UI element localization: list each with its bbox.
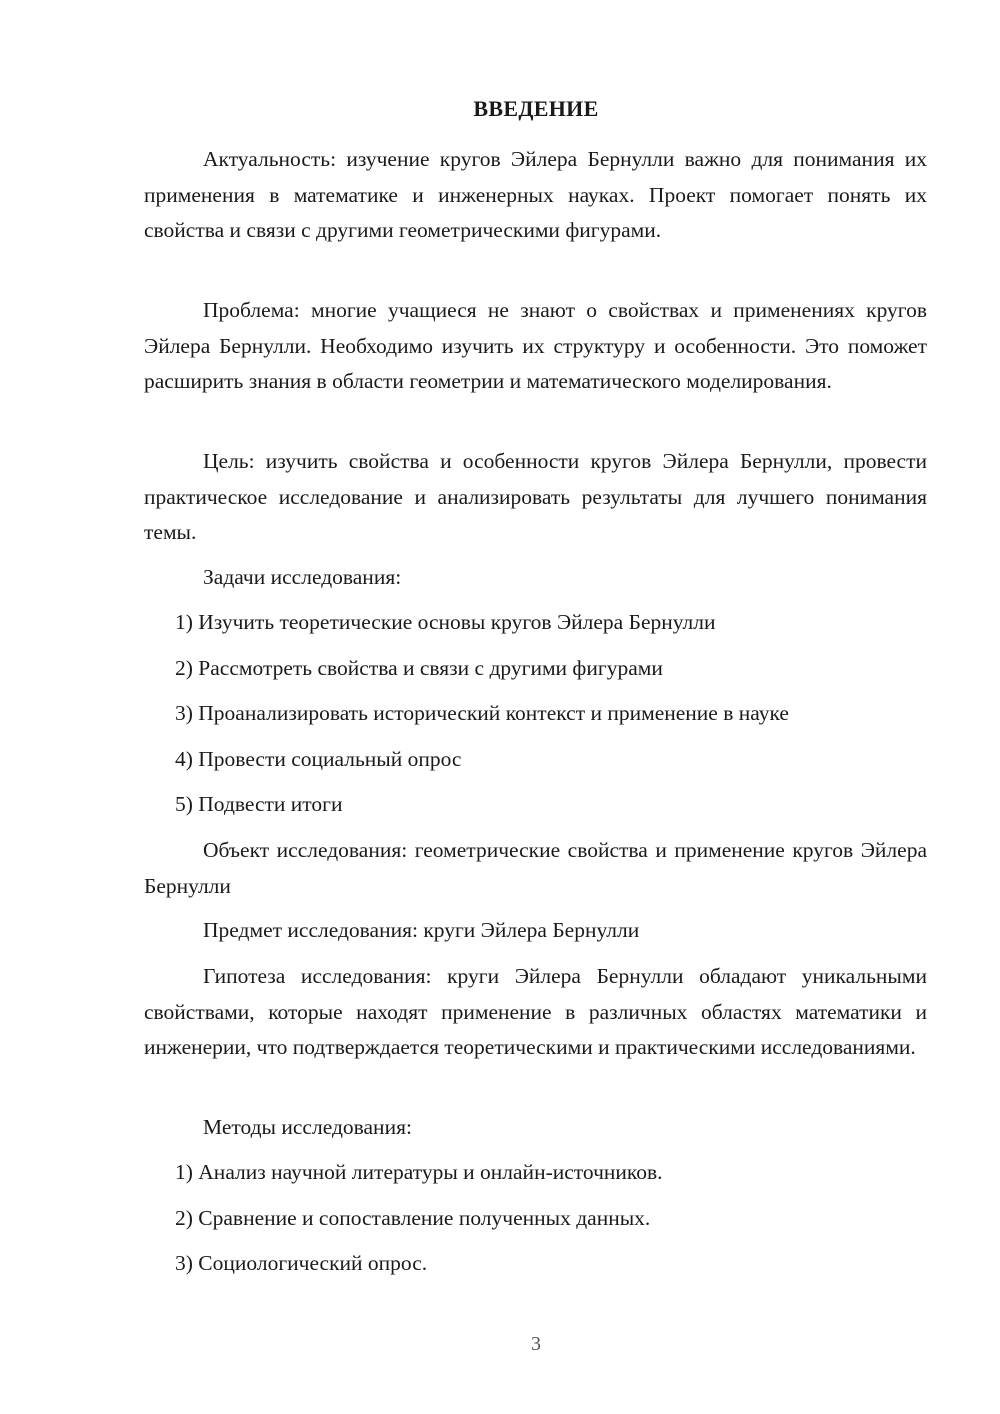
task-item: 3) Проанализировать исторический контекст и применение в науке [175,701,789,725]
object-paragraph: Объект исследования: геометрические свойства и применение кругов Эйлера Бернулли [144,838,927,898]
problem-paragraph: Проблема: многие учащиеся не знают о свойствах и применениях кругов Эйлера Бернулли. Необходимо изучить их структуру и особенности. Это поможет расширить знания в области геометрии и математического моделирования. [144,298,927,393]
method-item: 2) Сравнение и сопоставление полученных данных. [175,1206,651,1230]
goal-paragraph: Цель: изучить свойства и особенности кругов Эйлера Бернулли, провести практическое исследование и анализировать результаты для лучшего понимания темы. [144,449,927,544]
section-heading: ВВЕДЕНИЕ [473,96,599,121]
relevance-paragraph: Актуальность: изучение кругов Эйлера Бернулли важно для понимания их применения в математике и инженерных науках. Проект помогает понять их свойства и связи с другими геометрическими фигурами. [144,147,927,242]
page-number: 3 [531,1333,541,1355]
method-item: 3) Социологический опрос. [175,1251,428,1275]
task-item: 2) Рассмотреть свойства и связи с другими фигурами [175,656,663,680]
subject-paragraph: Предмет исследования: круги Эйлера Бернулли [203,918,640,942]
task-item: 4) Провести социальный опрос [175,747,462,771]
methods-title: Методы исследования: [203,1115,412,1139]
hypothesis-paragraph: Гипотеза исследования: круги Эйлера Бернулли обладают уникальными свойствами, которые находят применение в различных областях математики и инженерии, что подтверждается теоретическими и практическими исследованиями. [144,964,927,1059]
task-item: 5) Подвести итоги [175,792,343,816]
tasks-title: Задачи исследования: [203,565,402,589]
task-item: 1) Изучить теоретические основы кругов Эйлера Бернулли [175,610,716,634]
method-item: 1) Анализ научной литературы и онлайн-источников. [175,1160,663,1184]
